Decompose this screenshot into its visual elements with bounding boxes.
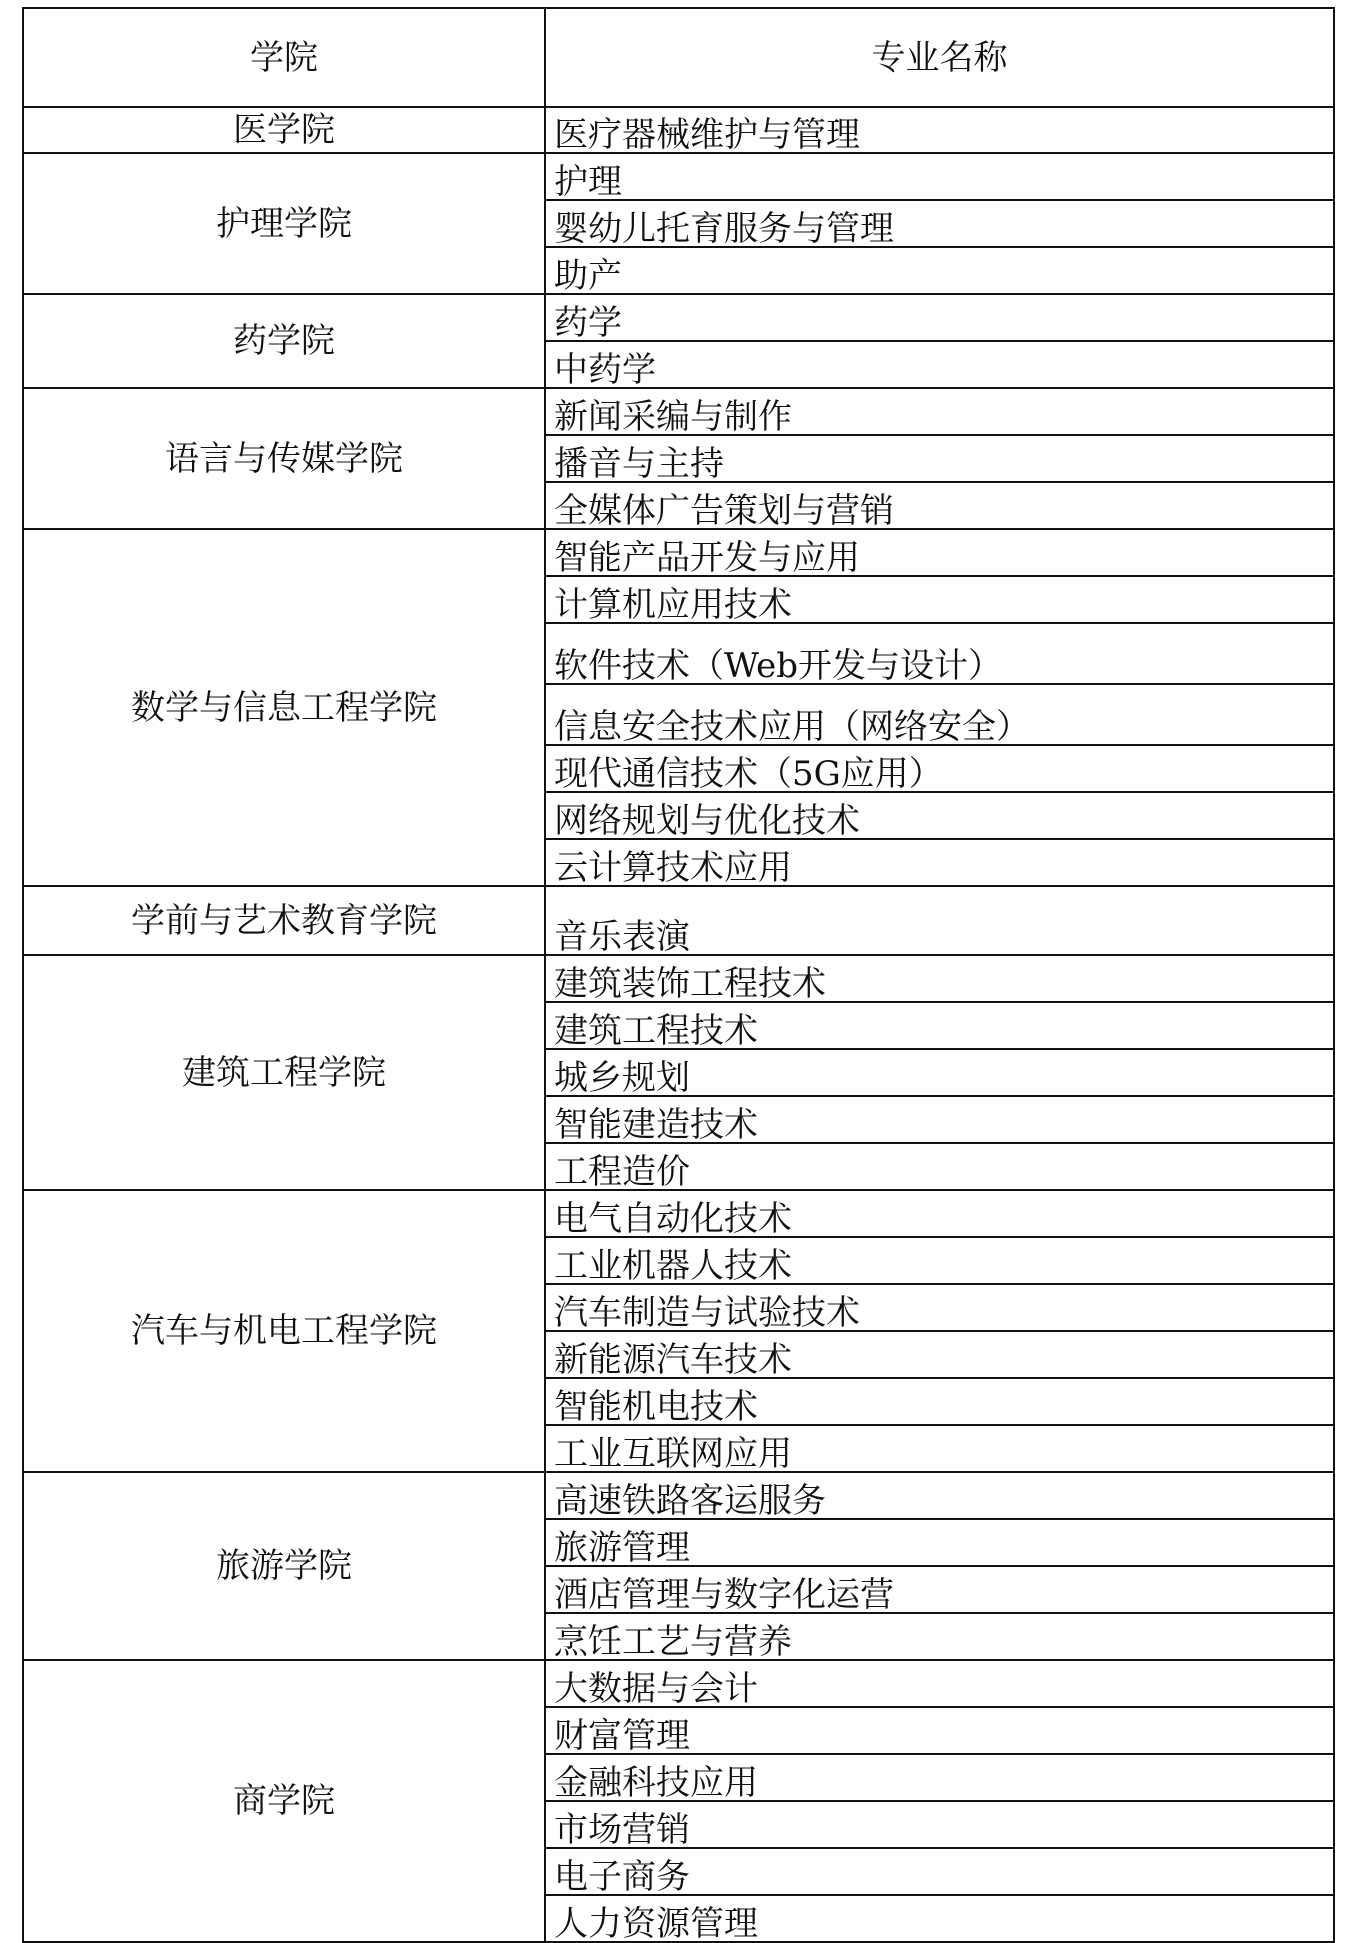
header-college: 学院 [23, 8, 545, 107]
table-row [23, 1472, 1334, 1519]
major-cell: 助产 [545, 247, 1334, 294]
major-cell: 新能源汽车技术 [545, 1331, 1334, 1378]
major-cell: 音乐表演 [545, 886, 1334, 955]
table-row [23, 388, 1334, 435]
major-cell: 云计算技术应用 [545, 839, 1334, 886]
college-cell: 数学与信息工程学院 [23, 529, 545, 886]
major-cell: 网络规划与优化技术 [545, 792, 1334, 839]
major-cell: 播音与主持 [545, 435, 1334, 482]
table-row [23, 1660, 1334, 1707]
college-cell: 语言与传媒学院 [23, 388, 545, 529]
major-cell: 电子商务 [545, 1848, 1334, 1895]
table-body [23, 107, 1334, 1942]
major-cell: 财富管理 [545, 1707, 1334, 1754]
major-cell: 全媒体广告策划与营销 [545, 482, 1334, 529]
table-row [23, 107, 1334, 153]
major-cell: 市场营销 [545, 1801, 1334, 1848]
college-cell: 药学院 [23, 294, 545, 388]
college-cell: 建筑工程学院 [23, 955, 545, 1190]
major-cell: 药学 [545, 294, 1334, 341]
major-cell: 工业互联网应用 [545, 1425, 1334, 1472]
major-cell: 大数据与会计 [545, 1660, 1334, 1707]
major-cell: 护理 [545, 153, 1334, 200]
major-cell: 高速铁路客运服务 [545, 1472, 1334, 1519]
major-cell: 汽车制造与试验技术 [545, 1284, 1334, 1331]
major-cell: 烹饪工艺与营养 [545, 1613, 1334, 1660]
table-row [23, 153, 1334, 200]
major-cell: 现代通信技术（5G应用） [545, 745, 1334, 792]
college-cell: 护理学院 [23, 153, 545, 294]
major-cell: 工程造价 [545, 1143, 1334, 1190]
major-cell: 金融科技应用 [545, 1754, 1334, 1801]
major-cell: 智能建造技术 [545, 1096, 1334, 1143]
table-row [23, 886, 1334, 955]
header-major-name: 专业名称 [545, 8, 1334, 107]
table-row [23, 529, 1334, 576]
major-cell: 旅游管理 [545, 1519, 1334, 1566]
major-cell: 电气自动化技术 [545, 1190, 1334, 1237]
major-cell: 建筑工程技术 [545, 1002, 1334, 1049]
major-cell: 软件技术（Web开发与设计） [545, 623, 1334, 684]
college-cell: 旅游学院 [23, 1472, 545, 1660]
college-cell: 医学院 [23, 107, 545, 153]
major-cell: 医疗器械维护与管理 [545, 107, 1334, 153]
major-cell: 智能产品开发与应用 [545, 529, 1334, 576]
college-cell: 商学院 [23, 1660, 545, 1942]
table-row [23, 955, 1334, 1002]
header-row [23, 8, 1334, 107]
major-cell: 建筑装饰工程技术 [545, 955, 1334, 1002]
major-cell: 智能机电技术 [545, 1378, 1334, 1425]
major-cell: 工业机器人技术 [545, 1237, 1334, 1284]
major-cell: 城乡规划 [545, 1049, 1334, 1096]
table-row [23, 294, 1334, 341]
major-cell: 中药学 [545, 341, 1334, 388]
major-cell: 新闻采编与制作 [545, 388, 1334, 435]
majors-table [22, 7, 1335, 1943]
major-cell: 信息安全技术应用（网络安全） [545, 684, 1334, 745]
major-cell: 酒店管理与数字化运营 [545, 1566, 1334, 1613]
major-cell: 婴幼儿托育服务与管理 [545, 200, 1334, 247]
table-header [23, 8, 1334, 107]
major-cell: 计算机应用技术 [545, 576, 1334, 623]
major-cell: 人力资源管理 [545, 1895, 1334, 1942]
table-row [23, 1190, 1334, 1237]
college-cell: 学前与艺术教育学院 [23, 886, 545, 955]
college-cell: 汽车与机电工程学院 [23, 1190, 545, 1472]
